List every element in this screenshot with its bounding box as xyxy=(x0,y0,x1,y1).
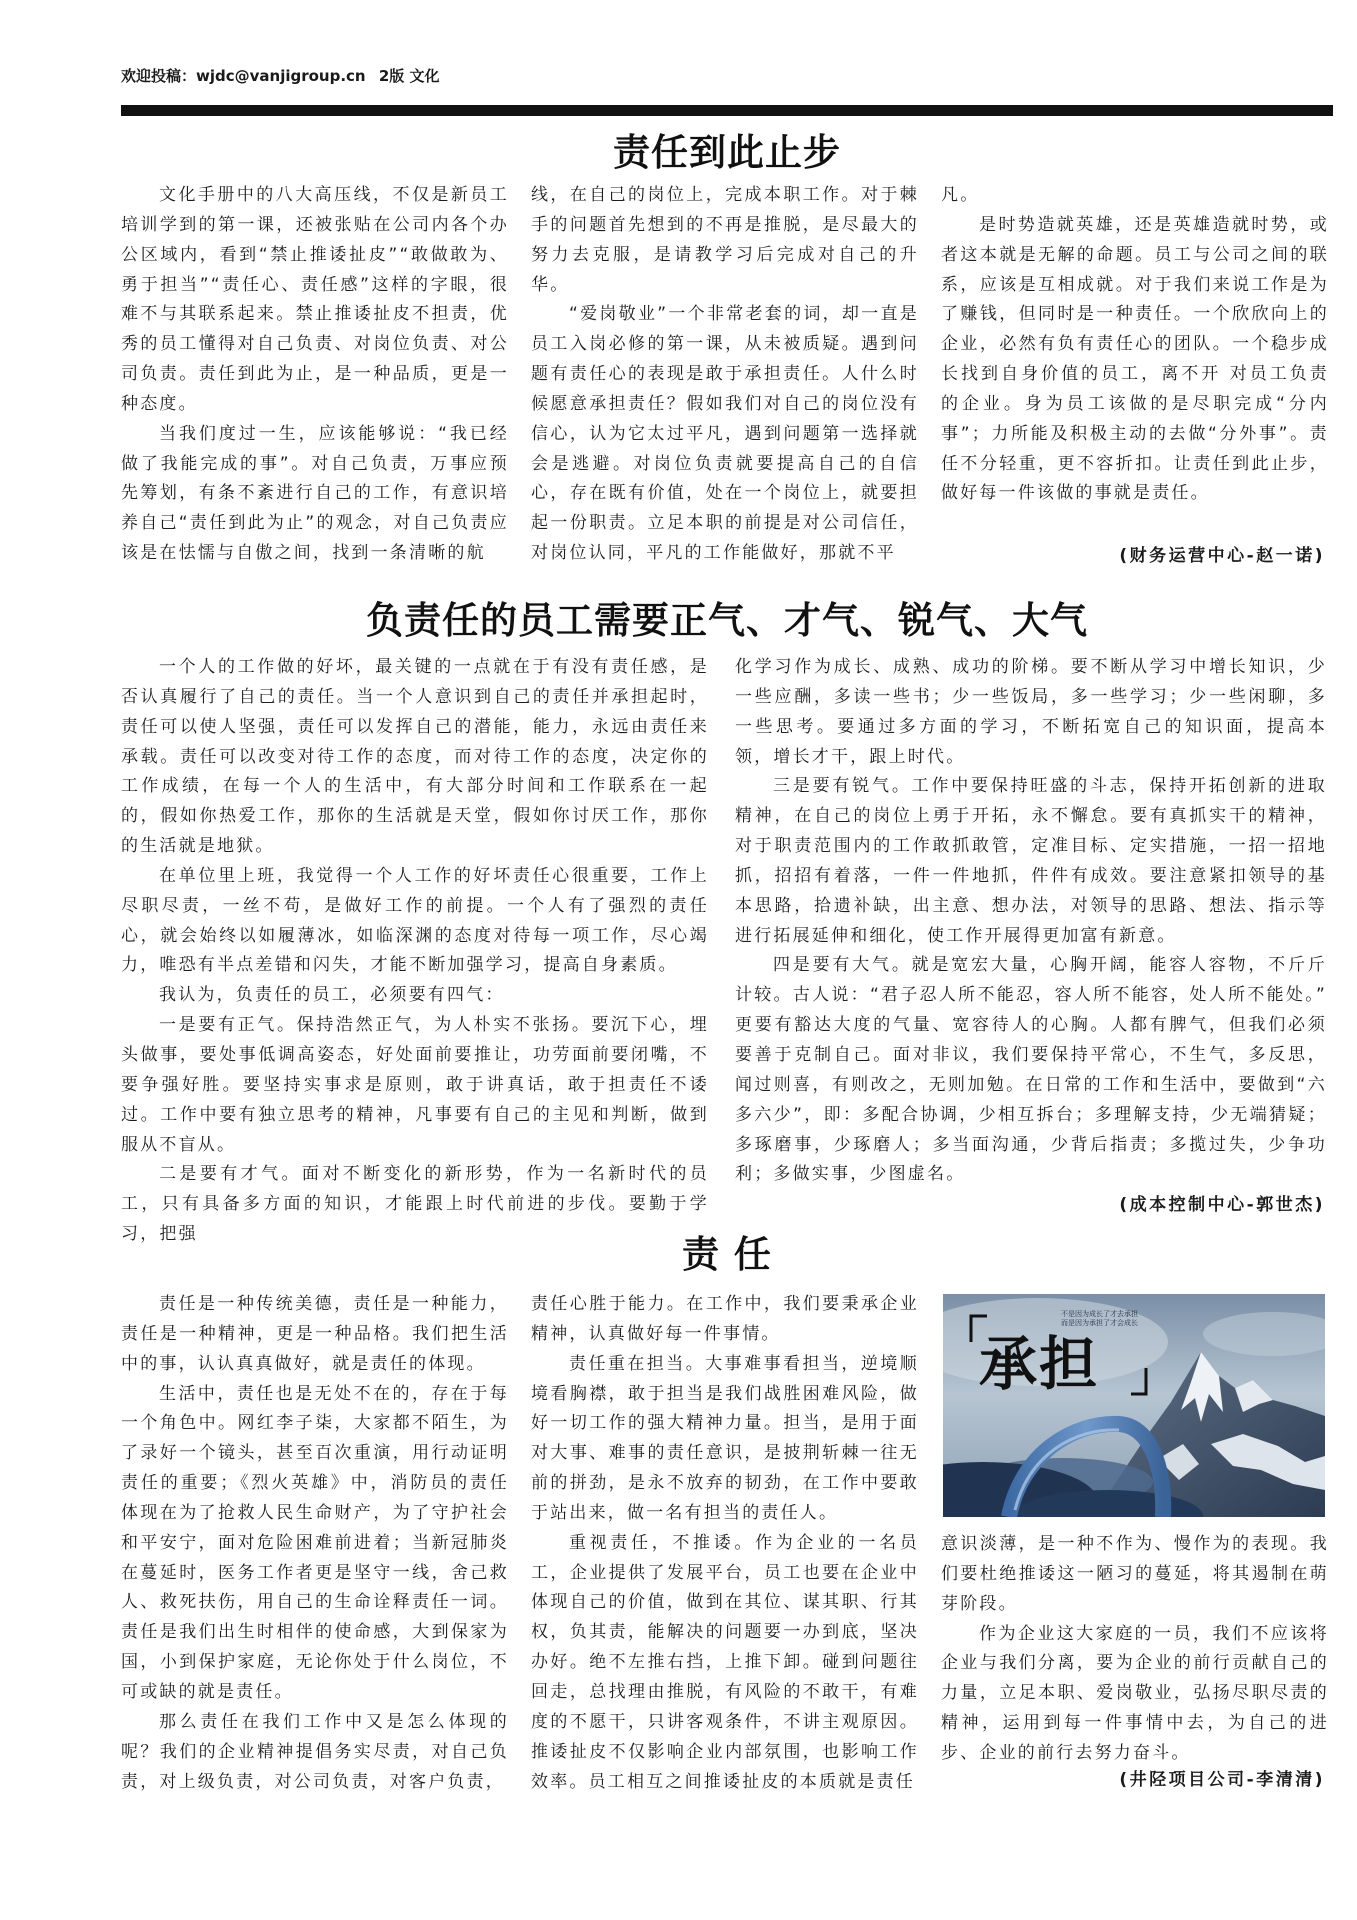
article-2-byline: (成本控制中心-郭世杰) xyxy=(1119,1195,1325,1215)
article-1-title: 责任到此止步 xyxy=(613,130,841,174)
page-header xyxy=(121,66,440,86)
article-2-title: 负责任的员工需要正气、才气、锐气、大气 xyxy=(366,598,1088,642)
paragraph-continued: 责任心胜于能力。在工作中，我们要秉承企业精神，认真做好每一件事情。 xyxy=(531,1294,919,1344)
paragraph: 重视责任，不推诿。作为企业的一名员工，企业提供了发展平台，员工也要在企业中体现自己的价值，做到在其位、谋其职、行其权，负其责，能解决的问题要一办到底，坚决办好。绝不左推右挡，上推下卸。碰到问题往回走，总找理由推脱，有风险的不敢干，有难度的不愿干，只讲客观条件，不讲主观原因。推诿扯皮不仅影响企业内部氛围，也影响工作效率。员工相互之间推诿扯皮的本质就是责任 xyxy=(531,1532,919,1792)
page-number: 2版 xyxy=(378,67,405,85)
article-3-column-3 xyxy=(941,1530,1329,1769)
poster-illustration xyxy=(943,1294,1325,1517)
poster-image xyxy=(943,1294,1325,1517)
article-2-column-1 xyxy=(121,653,709,1250)
article-1-byline: (财务运营中心-赵一诺) xyxy=(1119,546,1325,566)
paragraph: 四是要有大气。就是宽宏大量，心胸开阔，能容人容物，不斤斤计较。古人说：“君子忍人所不能忍，容人所不能容，处人所不能处。”更要有豁达大度的气量、宽容待人的心胸。人都有脾气，但我们必须要善于克制自己。面对非议，我们要保持平常心，不生气，多反思，闻过则喜，有则改之，无则加勉。在日常的工作和生活中，要做到“六多六少”，即：多配合协调，少相互拆台；多理解支持，少无端猜疑；多琢磨事，少琢磨人；多当面沟通，少背后指责；多揽过失，少争功利；多做实事，少图虚名。 xyxy=(735,955,1327,1185)
article-2-column-2 xyxy=(735,653,1327,1190)
paragraph: 是时势造就英雄，还是英雄造就时势，或者这本就是无解的命题。员工与公司之间的联系，应该是互相成就。对于我们来说工作是为了赚钱，但同时是一种责任。一个欣欣向上的企业，必然有负有责任心的团队。一个稳步成长找到自身价值的员工，离不开 对员工负责的企业。身为员工该做的是尽职完成“分内事”；力所能及积极主动的去做“分外事”。责任不分轻重，更不容折扣。让责任到此止步，做好每一件该做的事就是责任。 xyxy=(941,214,1329,504)
paragraph: 生活中，责任也是无处不在的，存在于每一个角色中。网红李子柒，大家都不陌生，为了录好一个镜头，甚至百次重演，用行动证明责任的重要；《烈火英雄》中，消防员的责任体现在为了抢救人民生命财产，为了守护社会和平安宁，面对危险困难前进着；当新冠肺炎在蔓延时，医务工作者更是坚守一线，舍己救人、救死扶伤，用自己的生命诠释责任一词。责任是我们出生时相伴的使命感，大到保家为国，小到保护家庭，无论你处于什么岗位，不可或缺的就是责任。 xyxy=(121,1383,509,1702)
calligraphy-title: 承担 xyxy=(979,1330,1100,1398)
poster-slogan-line-2: 而是因为承担了才会成长 xyxy=(1061,1319,1138,1327)
paragraph: 三是要有锐气。工作中要保持旺盛的斗志，保持开拓创新的进取精神，在自己的岗位上勇于开拓，永不懈怠。要有真抓实干的精神，对于职责范围内的工作敢抓敢管，定准目标、定实措施，一招一招地抓，招招有着落，一件一件地抓，件件有成效。要注意紧扣领导的基本思路，拾遗补缺，出主意、想办法，对领导的思路、想法、指示等进行拓展延伸和细化，使工作开展得更加富有新意。 xyxy=(735,776,1327,946)
paragraph-continued: 线，在自己的岗位上，完成本职工作。对于棘手的问题首先想到的不再是推脱，是尽最大的努力去克服，是请教学习后完成对自己的升华。 xyxy=(531,185,919,295)
paragraph: 当我们度过一生，应该能够说：“我已经做了我能完成的事”。对自己负责，万事应预先筹划，有条不紊进行自己的工作，有意识培养自己“责任到此为止”的观念，对自己负责应该是在怯懦与自傲之间，找到一条清晰的航 xyxy=(121,423,509,564)
header-rule xyxy=(121,105,1333,116)
paragraph: 责任重在担当。大事难事看担当，逆境顺境看胸襟，敢于担当是我们战胜困难风险，做好一切工作的强大精神力量。担当，是用于面对大事、难事的责任意识，是披荆斩棘一往无前的拼劲，是永不放弃的韧劲，在工作中要敢于站出来，做一名有担当的责任人。 xyxy=(531,1353,919,1523)
paragraph: 二是要有才气。面对不断变化的新形势，作为一名新时代的员工，只有具备多方面的知识，才能跟上时代前进的步伐。要勤于学习，把强 xyxy=(121,1164,709,1245)
paragraph: 我认为，负责任的员工，必须要有四气： xyxy=(159,985,505,1006)
paragraph: 责任是一种传统美德，责任是一种能力，责任是一种精神，更是一种品格。我们把生活中的事，认认真真做好，就是责任的体现。 xyxy=(121,1294,509,1374)
section-name: 文化 xyxy=(409,67,440,85)
paragraph: 文化手册中的八大高压线，不仅是新员工培训学到的第一课，还被张贴在公司内各个办公区域内，看到“禁止推诿扯皮”“敢做敢为、勇于担当”“责任心、责任感”这样的字眼，很难不与其联系起来。禁止推诿扯皮不担责，优秀的员工懂得对自己负责、对岗位负责、对公司负责。责任到此为止，是一种品质，更是一种态度。 xyxy=(121,185,509,414)
article-1-column-3 xyxy=(941,181,1329,509)
paragraph: 一是要有正气。保持浩然正气，为人朴实不张扬。要沉下心，埋头做事，要处事低调高姿态，好处面前要推让，功劳面前要闭嘴，不要争强好胜。要坚持实事求是原则，敢于讲真话，敢于担责任不诿过。工作中要有独立思考的精神，凡事要有自己的主见和判断，做到服从不盲从。 xyxy=(121,1015,709,1155)
paragraph-continued: 化学习作为成长、成熟、成功的阶梯。要不断从学习中增长知识，少一些应酬，多读一些书；少一些饭局，多一些学习；少一些闲聊，多一些思考。要通过多方面的学习，不断拓宽自己的知识面，提高本领，增长才干，跟上时代。 xyxy=(735,657,1327,767)
paragraph-continued: 凡。 xyxy=(941,185,980,205)
article-1-column-1 xyxy=(121,181,509,569)
paragraph: 作为企业这大家庭的一员，我们不应该将企业与我们分离，要为企业的前行贡献自己的力量，立足本职、爱岗敬业，弘扬尽职尽责的精神，运用到每一件事情中去，为自己的进步、企业的前行去努力奋斗。 xyxy=(941,1623,1329,1763)
article-3-column-1 xyxy=(121,1290,509,1797)
paragraph: 一个人的工作做的好坏，最关键的一点就在于有没有责任感，是否认真履行了自己的责任。当一个人意识到自己的责任并承担起时，责任可以使人坚强，责任可以发挥自己的潜能，能力，永远由责任来承载。责任可以改变对待工作的态度，而对待工作的态度，决定你的工作成绩，在每一个人的生活中，有大部分时间和工作联系在一起的，假如你热爱工作，那你的生活就是天堂，假如你讨厌工作，那你的生活就是地狱。 xyxy=(121,657,709,857)
article-3-title: 责 任 xyxy=(682,1232,772,1276)
paragraph: 那么责任在我们工作中又是怎么体现的呢？我们的企业精神提倡务实尽责，对自己负责，对上级负责，对公司负责，对客户负责， xyxy=(121,1711,509,1792)
article-3-column-2 xyxy=(531,1290,919,1797)
paragraph: 在单位里上班，我觉得一个人工作的好坏责任心很重要，工作上尽职尽责，一丝不苟，是做好工作的前提。一个人有了强烈的责任心，就会始终以如履薄冰，如临深渊的态度对待每一项工作，尽心竭力，唯恐有半点差错和闪失，才能不断加强学习，提高自身素质。 xyxy=(121,865,709,976)
article-3-byline: (井陉项目公司-李清清) xyxy=(1119,1770,1325,1790)
poster-slogan-line-1: 不是因为成长了才去承担 xyxy=(1061,1310,1138,1318)
paragraph-continued: 意识淡薄，是一种不作为、慢作为的表现。我们要杜绝推诿这一陋习的蔓延，将其遏制在萌芽阶段。 xyxy=(941,1534,1329,1614)
contribution-notice: 欢迎投稿：wjdc@vanjigroup.cn xyxy=(121,67,366,85)
paragraph: “爱岗敬业”一个非常老套的词，却一直是员工入岗必修的第一课，从未被质疑。遇到问题有责任心的表现是敢于承担责任。人什么时候愿意承担责任？假如我们对自己的岗位没有信心，认为它太过平凡，遇到问题第一选择就会是逃避。对岗位负责就要提高自己的自信心，存在既有价值，处在一个岗位上，就要担起一份职责。立足本职的前提是对公司信任，对岗位认同，平凡的工作能做好，那就不平 xyxy=(531,304,919,564)
article-1-column-2 xyxy=(531,181,919,569)
